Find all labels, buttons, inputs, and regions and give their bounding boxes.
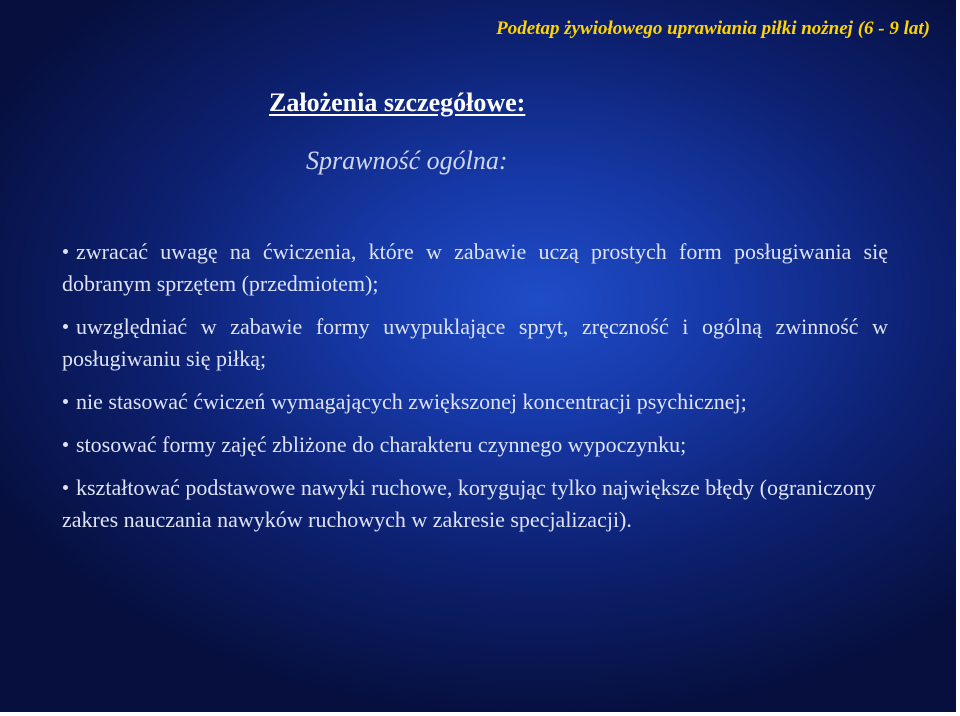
bullet-dot-icon [63,485,68,490]
bullet-text: stosować formy zajęć zbliżone do charakteru czynnego wypoczynku; [76,432,687,457]
bullet-text: kształtować podstawowe nawyki ruchowe, korygując tylko największe błędy (ograniczony zakres nauczania nawyków ruchowych w zakresie specjalizacji). [62,475,876,532]
slide-header: Podetap żywiołowego uprawiania piłki nożnej (6 - 9 lat) [496,18,930,39]
bullet-item [62,386,888,418]
bullet-text: zwracać uwagę na ćwiczenia, które w zabawie uczą prostych form posługiwania się dobranym sprzętem (przedmiotem); [62,239,888,296]
bullet-text: nie stasować ćwiczeń wymagających zwiększonej koncentracji psychicznej; [76,389,747,414]
bullet-dot-icon [63,324,68,329]
slide-subtitle: Sprawność ogólna: [306,146,508,175]
bullet-list [62,236,888,547]
bullet-text: uwzględniać w zabawie formy uwypuklające spryt, zręczność i ogólną zwinność w posługiwaniu się piłką; [62,314,888,371]
bullet-dot-icon [63,399,68,404]
bullet-dot-icon [63,249,68,254]
bullet-item [62,472,888,536]
bullet-item [62,311,888,375]
slide-title: Założenia szczegółowe: [269,88,526,117]
bullet-item [62,429,888,461]
bullet-dot-icon [63,442,68,447]
bullet-item [62,236,888,300]
